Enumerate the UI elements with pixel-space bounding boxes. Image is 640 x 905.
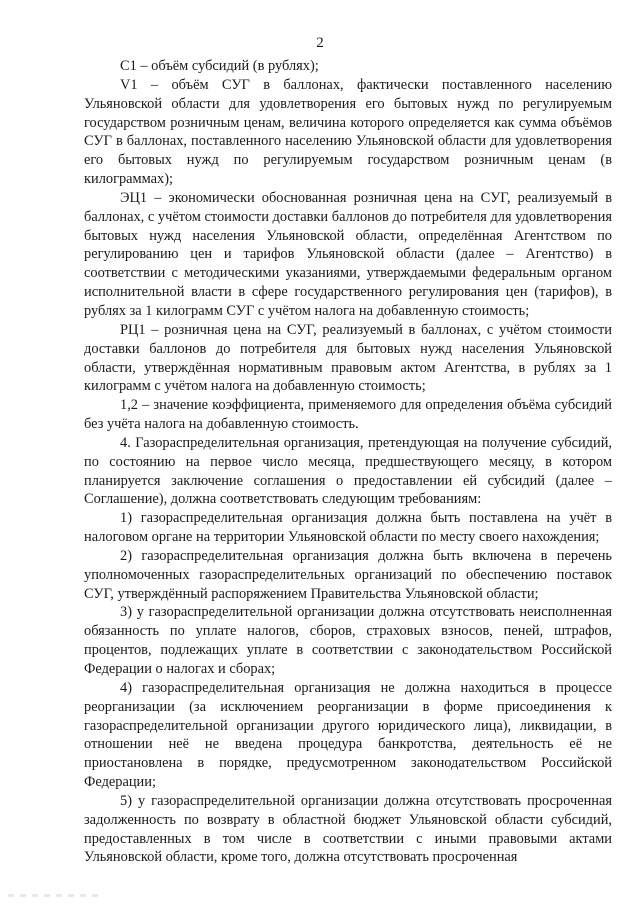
- page-number: 2: [316, 35, 324, 51]
- paragraph-definition-c1: С1 – объём субсидий (в рублях);: [120, 58, 319, 74]
- paragraph-requirement-2: 2) газораспределительная организация должна быть включена в перечень уполномоченных газораспределительных организаций по обеспечению поставок СУГ, утверждённый распоряжением Правительства Ульяновской области;: [84, 547, 612, 602]
- paragraph-requirement-1: 1) газораспределительная организация должна быть поставлена на учёт в налоговом органе на территории Ульяновской области по месту своего нахождения;: [84, 510, 612, 546]
- paragraph-definition-v1: V1 – объём СУГ в баллонах, фактически поставленного населению Ульяновской области для удовлетворения его бытовых нужд по регулируемым государством розничным ценам, величина которого определяется как сумма объёмов СУГ в баллонах, поставленного населению Ульяновской области для удовлетворения его бытовых нужд по регулируемым государством розничным ценам (в килограммах);: [84, 76, 612, 188]
- paragraph-coefficient: 1,2 – значение коэффициента, применяемого для определения объёма субсидий без учёта налога на добавленную стоимость.: [84, 397, 612, 433]
- paragraph-requirement-5: 5) у газораспределительной организации должна отсутствовать просроченная задолженность по возврату в областной бюджет Ульяновской области субсидий, предоставленных в том числе в соответствии с иными правовыми актами Ульяновской области, кроме того, должна отсутствовать просроченная: [84, 792, 612, 866]
- paragraph-requirement-3: 3) у газораспределительной организации должна отсутствовать неисполненная обязанность по уплате налогов, сборов, страховых взносов, пеней, штрафов, процентов, подлежащих уплате в соответствии с законодательством Российской Федерации о налогах и сборах;: [84, 604, 612, 677]
- document-body: [84, 57, 612, 867]
- paragraph-definition-rc1: РЦ1 – розничная цена на СУГ, реализуемый в баллонах, с учётом стоимости доставки баллонов до потребителя для бытовых нужд населения Ульяновской области, утверждённая нормативным правовым актом Агентства, в рублях за 1 килограмм с учётом налога на добавленную стоимость;: [84, 321, 612, 395]
- paragraph-section-4: 4. Газораспределительная организация, претендующая на получение субсидий, по состоянию на первое число месяца, предшествующего месяцу, в котором планируется заключение соглашения о предоставлении ей субсидий (далее – Соглашение), должна соответствовать следующим требованиям:: [84, 434, 612, 508]
- paragraph-definition-ec1: ЭЦ1 – экономически обоснованная розничная цена на СУГ, реализуемый в баллонах, с учётом стоимости доставки баллонов до потребителя для удовлетворения бытовых нужд населения Ульяновской области, определённая Агентством по регулированию цен и тарифов Ульяновской области (далее – Агентство) в соответствии с методическими указаниями, утверждаемыми федеральным органом исполнительной власти в сфере государственного регулирования цен (тарифов), в рублях за 1 килограмм СУГ с учётом налога на добавленную стоимость;: [84, 189, 612, 319]
- scan-artifact: [8, 894, 100, 897]
- paragraph-requirement-4: 4) газораспределительная организация не должна находиться в процессе реорганизации (за исключением реорганизации в форме присоединения к газораспределительной организации другого юридического лица), ликвидации, в отношении неё не введена процедура банкротства, деятельность её не приостановлена в порядке, предусмотренном законодательством Российской Федерации;: [84, 679, 612, 791]
